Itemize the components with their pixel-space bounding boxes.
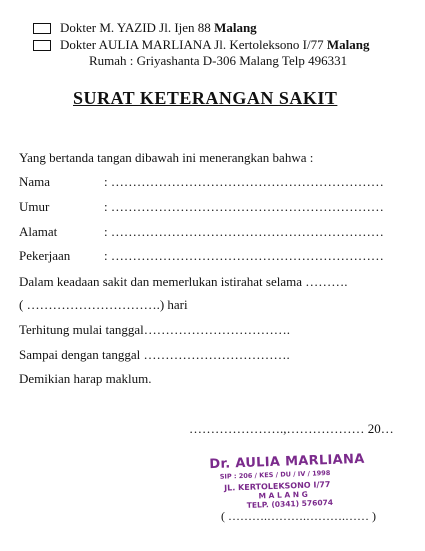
stamp-phone: TELP. (0341) 576074	[246, 497, 334, 510]
days-line: ( ………………………….) hari	[19, 297, 188, 312]
until-date-line: Sampai dengan tanggal …………………………….	[19, 347, 290, 362]
intro-text: Yang bertanda tangan dibawah ini menerangkan bahwa :	[19, 150, 314, 165]
stamp-city: M A L A N G	[258, 489, 308, 501]
field-label-umur: Umur	[19, 199, 50, 214]
field-value-alamat: : ………………………………………………………	[104, 224, 384, 239]
stamp-sip: SIP : 206 / KES / DU / IV / 1998	[219, 468, 331, 481]
field-value-pekerjaan: : ………………………………………………………	[104, 248, 384, 263]
checkbox-doctor-2[interactable]	[33, 40, 51, 51]
field-value-umur: : ………………………………………………………	[104, 199, 384, 214]
doctor-1-city: Malang	[214, 20, 257, 35]
stamp-name: Dr. AULIA MARLIANA	[209, 451, 365, 473]
home-address: Rumah : Griyashanta D-306 Malang Telp 496331	[89, 53, 348, 68]
page-title: SURAT KETERANGAN SAKIT	[73, 88, 338, 108]
closing-text: Demikian harap maklum.	[19, 371, 152, 386]
doctor-1-line	[60, 20, 257, 36]
stamp-street: JL. KERTOLEKSONO I/77	[224, 479, 331, 493]
checkbox-doctor-1[interactable]	[33, 23, 51, 34]
doctor-2-city: Malang	[326, 37, 370, 52]
field-value-nama: : ………………………………………………………	[104, 174, 384, 189]
sick-rest-line: Dalam keadaan sakit dan memerlukan istirahat selama ……….	[19, 274, 348, 289]
date-place-line: ………………….,……………… 20…	[189, 421, 394, 436]
signature-line: ( ……….……….……….…… )	[221, 509, 376, 523]
doctor-2-line	[60, 37, 369, 53]
field-label-pekerjaan: Pekerjaan	[19, 248, 71, 263]
field-label-nama: Nama	[19, 174, 51, 189]
doctor-1-text: Dokter M. YAZID Jl. Ijen 88	[60, 20, 215, 35]
doctor-2-text: Dokter AULIA MARLIANA Jl. Kertoleksono I/77	[60, 37, 327, 52]
doctor-stamp	[209, 451, 391, 511]
field-label-alamat: Alamat	[19, 224, 58, 239]
from-date-line: Terhitung mulai tanggal…………………………….	[19, 322, 290, 337]
